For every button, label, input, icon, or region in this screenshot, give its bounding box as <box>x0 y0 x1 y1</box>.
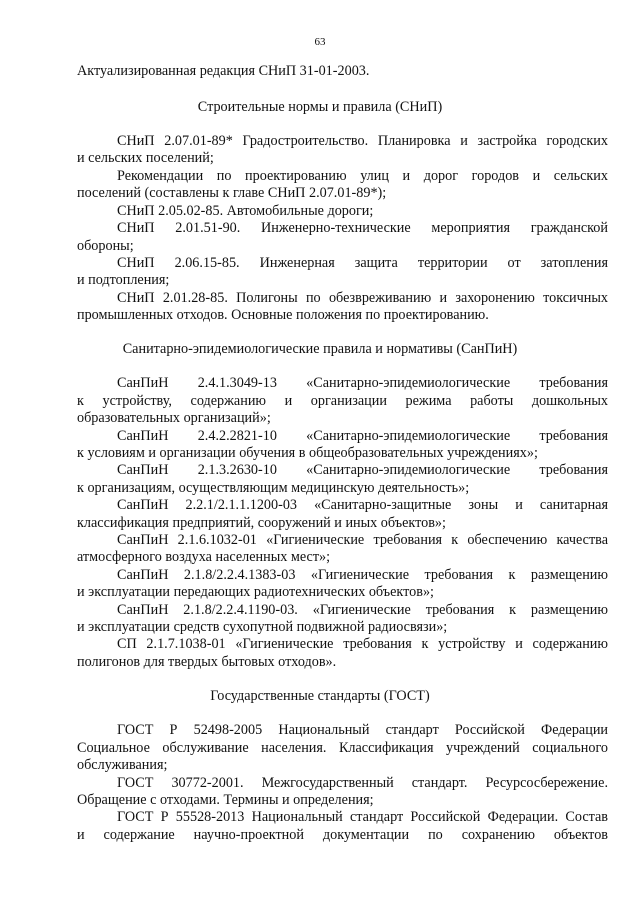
text-line: и эксплуатации средств сухопутной подвижной радиосвязи»; <box>77 619 448 635</box>
text-line: СНиП 2.01.28-85. Полигоны по обезвреживанию и захоронению токсичных <box>117 290 608 306</box>
text-line: Рекомендации по проектированию улиц и дорог городов и сельских <box>117 168 608 184</box>
section-heading-gost: Государственные стандарты (ГОСТ) <box>210 688 430 704</box>
text-line: СанПиН 2.2.1/2.1.1.1200-03 «Санитарно-защитные зоны и санитарная <box>117 497 608 513</box>
text-line: поселений (составлены к главе СНиП 2.07.01-89*); <box>77 185 387 201</box>
text-line: ГОСТ Р 52498-2005 Национальный стандарт Российской Федерации <box>117 722 608 738</box>
text-line: к устройству, содержанию и организации режима работы дошкольных <box>77 393 608 409</box>
page-number: 63 <box>314 36 326 48</box>
text-line: полигонов для твердых бытовых отходов». <box>77 654 337 670</box>
section-heading-sanpin: Санитарно-эпидемиологические правила и нормативы (СанПиН) <box>122 341 518 357</box>
text-line: СП 2.1.7.1038-01 «Гигиенические требования к устройству и содержанию <box>117 636 608 652</box>
text-line: классификация предприятий, сооружений и иных объектов»; <box>77 515 446 531</box>
text-line: ГОСТ 30772-2001. Межгосударственный стандарт. Ресурсосбережение. <box>117 775 608 791</box>
text-line: СанПиН 2.1.8/2.2.4.1383-03 «Гигиенические требования к размещению <box>117 567 608 583</box>
text-line: обороны; <box>77 238 134 254</box>
text-line: СанПиН 2.4.1.3049-13 «Санитарно-эпидемиологические требования <box>117 375 608 391</box>
text-line: образовательных организаций»; <box>77 410 271 426</box>
text-line: к организациям, осуществляющим медицинскую деятельность»; <box>77 480 470 496</box>
intro-line: Актуализированная редакция СНиП 31-01-2003. <box>77 63 370 79</box>
text-line: СанПиН 2.1.8/2.2.4.1190-03. «Гигиенические требования к размещению <box>117 602 608 618</box>
text-line: СНиП 2.06.15-85. Инженерная защита территории от затопления <box>117 255 608 271</box>
text-line: СанПиН 2.1.3.2630-10 «Санитарно-эпидемиологические требования <box>117 462 608 478</box>
section-heading-snip: Строительные нормы и правила (СНиП) <box>197 99 443 115</box>
text-line: СНиП 2.01.51-90. Инженерно-технические мероприятия гражданской <box>117 220 608 236</box>
text-line: к условиям и организации обучения в общеобразовательных учреждениях»; <box>77 445 538 461</box>
text-line: Обращение с отходами. Термины и определения; <box>77 792 374 808</box>
text-line: Социальное обслуживание населения. Классификация учреждений социального <box>77 740 608 756</box>
text-line: и эксплуатации передающих радиотехнических объектов»; <box>77 584 434 600</box>
text-line: СНиП 2.07.01-89* Градостроительство. Планировка и застройка городских <box>117 133 608 149</box>
text-line: СанПиН 2.1.6.1032-01 «Гигиенические требования к обеспечению качества <box>117 532 608 548</box>
text-line: и подтопления; <box>77 272 170 288</box>
text-line: обслуживания; <box>77 757 168 773</box>
text-line: промышленных отходов. Основные положения по проектированию. <box>77 307 489 323</box>
text-line: СанПиН 2.4.2.2821-10 «Санитарно-эпидемиологические требования <box>117 428 608 444</box>
text-line: и содержание научно-проектной документации по сохранению объектов <box>77 827 608 843</box>
text-line: атмосферного воздуха населенных мест»; <box>77 549 331 565</box>
text-line: и сельских поселений; <box>77 150 214 166</box>
text-line: ГОСТ Р 55528-2013 Национальный стандарт Российской Федерации. Состав <box>117 809 608 825</box>
text-line: СНиП 2.05.02-85. Автомобильные дороги; <box>117 203 374 219</box>
